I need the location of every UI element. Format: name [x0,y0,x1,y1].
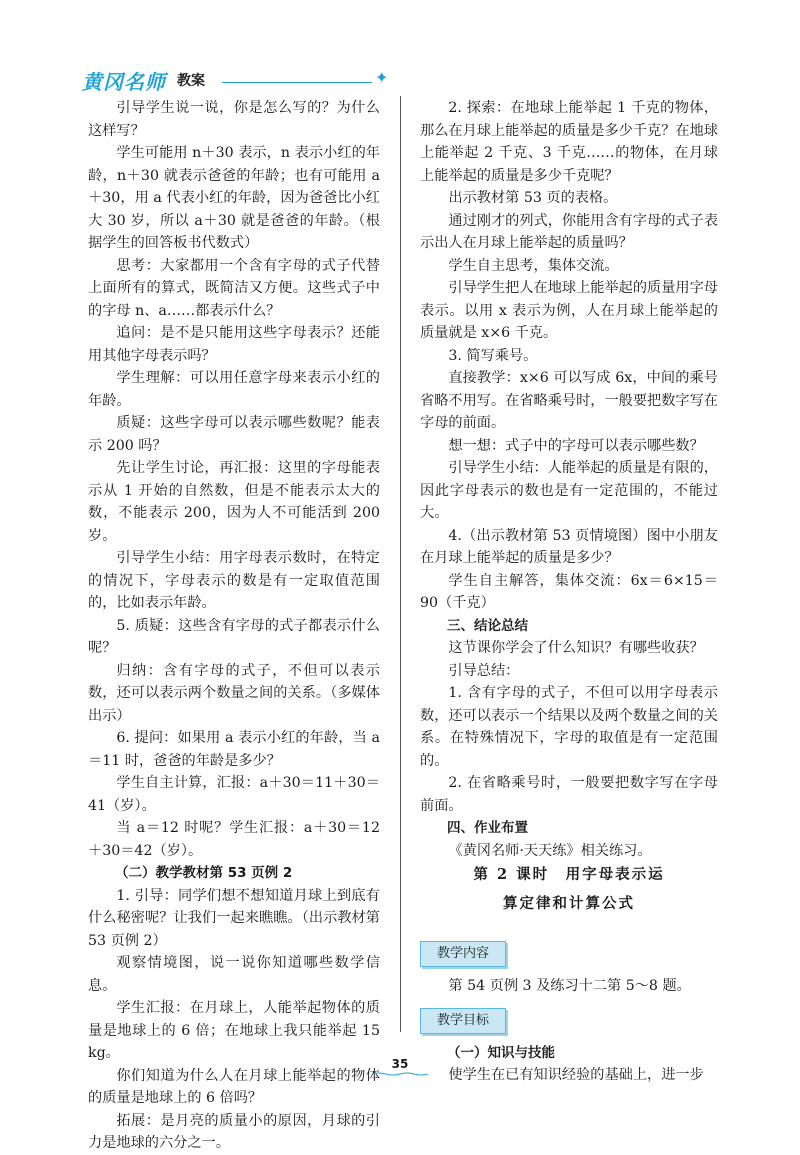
paragraph: 追问：是不是只能用这些字母表示？还能用其他字母表示吗？ [88,325,380,364]
paragraph: 学生自主计算，汇报：a＋30＝11＋30＝41（岁）。 [88,775,380,814]
paragraph: 学生自主思考，集体交流。 [448,257,619,274]
paragraph: 6. 提问：如果用 a 表示小红的年龄，当 a＝11 时，爸爸的年龄是多少？ [88,730,380,769]
paragraph: 引导总结： [448,662,520,679]
header-subtitle: 教案 [177,73,205,89]
paragraph: 引导学生小结：用字母表示数时，在特定的情况下，字母表示的数是有一定取值范围的，比如表示年龄。 [88,550,380,611]
content-tag: 教学内容 [420,941,506,967]
paragraph: 质疑：这些字母可以表示哪些数呢？能表示 200 吗？ [88,415,380,454]
paragraph: 《黄冈名师·天天练》相关练习。 [448,842,652,859]
paragraph: 4.（出示教材第 53 页情境图）图中小朋友在月球上能举起的质量是多少？ [420,527,718,566]
paragraph: 通过刚才的列式，你能用含有字母的式子表示出人在月球上能举起的质量吗？ [420,212,718,251]
paragraph: 1. 引导：同学们想不想知道月球上到底有什么秘密呢？让我们一起来瞧瞧。（出示教材第 53 页例 2） [88,887,380,949]
paragraph: 学生理解：可以用任意字母来表示小红的年龄。 [88,370,380,409]
paragraph: 出示教材第 53 页的表格。 [448,190,618,206]
paragraph: 思考：大家都用一个含有字母的式子代替上面所有的算式，既简洁又方便。这些式子中的字母 n、a……都表示什么？ [88,257,380,319]
page-header [82,66,389,96]
header-rule [222,82,372,83]
paragraph: 1. 含有字母的式子，不但可以用字母表示数，还可以表示一个结果以及两个数量之间的关系。在特殊情况下，字母的取值是有一定范围的。 [420,685,718,769]
paragraph: 引导学生把人在地球上能举起的质量用字母表示。以用 x 表示为例，人在月球上能举起的质量就是 x×6 千克。 [420,280,718,341]
page-number: 35 [391,1057,409,1071]
paragraph: 你们知道为什么人在月球上能举起的物体的质量是地球上的 6 倍吗？ [88,1067,380,1106]
goals-subheading: （一）知识与技能 [447,1044,555,1061]
paragraph: 学生汇报：在月球上，人能举起物体的质量是地球上的 6 倍；在地球上我只能举起 15 kg。 [88,1000,380,1061]
goals-text: 使学生在已有知识经验的基础上，进一步 [448,1067,704,1083]
paragraph: 先让学生讨论，再汇报：这里的字母能表示从 1 开始的自然数，但是不能表示太大的数，不能表示 200，因为人不可能活到 200 岁。 [88,460,380,544]
section-heading: 四、作业布置 [447,820,528,836]
paragraph: 学生自主解答，集体交流：6x＝6×15＝90（千克） [420,572,718,611]
lesson-title: 第 2 课时 用字母表示运 [473,866,665,883]
column-divider [400,96,401,1032]
paragraph: 5. 质疑：这些含有字母的式子都表示什么呢？ [88,617,380,656]
paragraph: 这节课你学会了什么知识？有哪些收获？ [448,640,704,656]
brand-logo: 黄冈名师 [82,70,166,94]
paragraph: 归纳：含有字母的式子，不但可以表示数，还可以表示两个数量之间的关系。（多媒体出示） [88,662,380,724]
left-column [88,97,380,1155]
content-text: 第 54 页例 3 及练习十二第 5～8 题。 [448,978,691,994]
paragraph: 拓展：是月亮的质量小的原因，月球的引力是地球的六分之一。 [88,1112,380,1151]
paragraph: 当 a＝12 时呢？学生汇报：a＋30＝12＋30＝42（岁）。 [88,820,380,859]
lesson-title: 算定律和计算公式 [503,894,635,912]
sparkle-icon: ✦ [375,68,389,87]
paragraph: 2. 在省略乘号时，一般要把数字写在字母前面。 [420,775,718,814]
paragraph: 引导学生小结：人能举起的质量是有限的，因此字母表示的数也是有一定范围的，不能过大。 [420,460,718,521]
paragraph: 想一想：式子中的字母可以表示哪些数？ [448,437,704,454]
paragraph: 引导学生说一说，你是怎么写的？为什么这样写？ [88,100,380,139]
section-heading: 三、结论总结 [447,617,528,634]
right-column [420,97,718,1087]
section-heading: （二）教学教材第 53 页例 2 [115,865,293,881]
paragraph: 直接教学：x×6 可以写成 6x，中间的乘号省略不用写。在省略乘号时，一般要把数字写在字母的前面。 [420,370,718,431]
goals-tag: 教学目标 [420,1008,506,1034]
paragraph: 观察情境图，说一说你知道哪些数学信息。 [88,955,380,994]
paragraph: 2. 探索：在地球上能举起 1 千克的物体，那么在月球上能举起的质量是多少千克？在地球上能举起 2 千克、3 千克……的物体，在月球上能举起的质量是多少千克呢？ [420,100,718,184]
paragraph: 学生可能用 n＋30 表示，n 表示小红的年龄，n＋30 就表示爸爸的年龄；也有可能用 a＋30，用 a 代表小红的年龄，因为爸爸比小红大 30 岁，所以 a＋30 就是爸爸的年龄。（根据学生的回答板书代数式） [88,145,380,251]
page-number-ornament [372,1072,428,1076]
paragraph: 3. 简写乘号。 [448,347,538,364]
